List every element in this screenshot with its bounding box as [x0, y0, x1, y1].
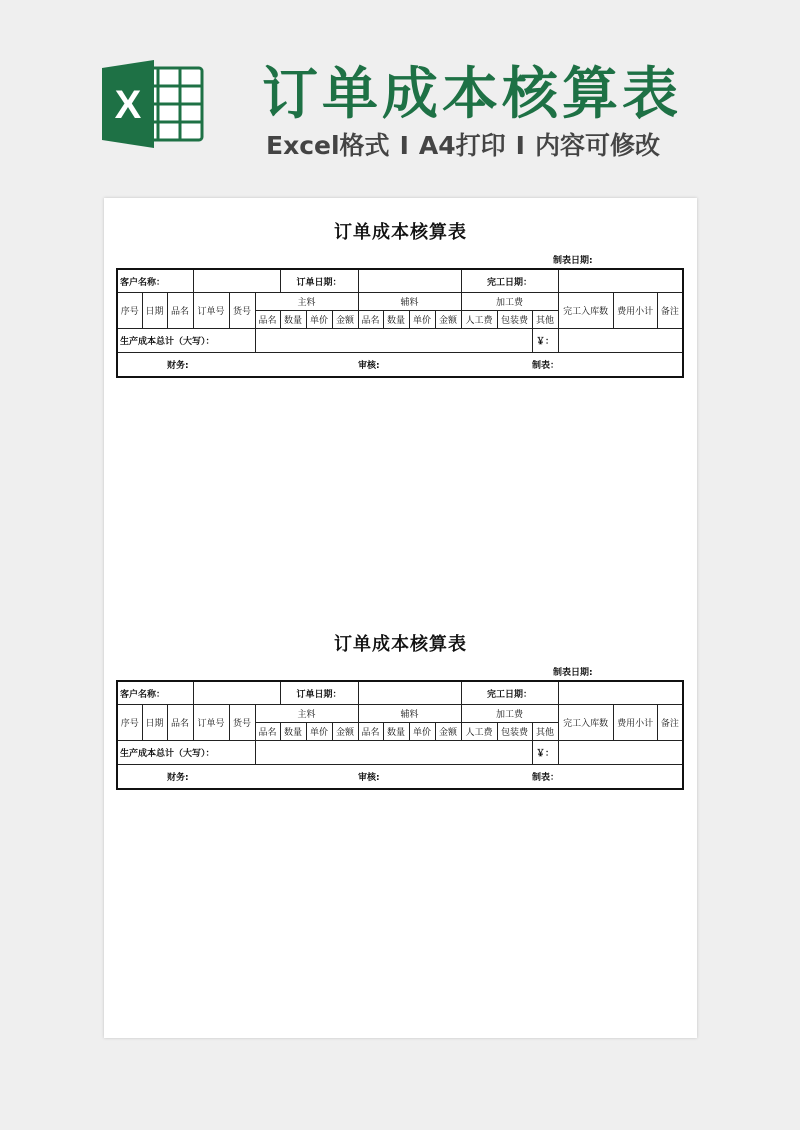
customer-input[interactable] — [193, 681, 280, 705]
col-aux-qty: 数量 — [383, 311, 409, 329]
subtitle-separator: I — [399, 131, 409, 160]
col-main-price: 单价 — [306, 311, 332, 329]
col-labor: 人工费 — [461, 311, 497, 329]
order-date-label: 订单日期： — [280, 681, 358, 705]
col-subtotal: 费用小计 — [613, 293, 657, 329]
col-main-name: 品名 — [255, 723, 280, 741]
page-title: 订单成本核算表 — [262, 62, 682, 127]
col-name: 品名 — [167, 293, 193, 329]
cost-table — [116, 268, 684, 378]
finance-label: 财务: — [167, 765, 255, 790]
col-aux-name: 品名 — [358, 311, 383, 329]
col-packing: 包装费 — [497, 311, 532, 329]
col-other: 其他 — [532, 723, 558, 741]
yen-label: ￥： — [532, 329, 558, 353]
finance-label: 财务: — [167, 353, 255, 378]
col-finished: 完工入库数 — [558, 293, 613, 329]
col-main-amount: 金额 — [332, 311, 358, 329]
document-page — [104, 198, 697, 1038]
col-order-no: 订单号 — [193, 293, 229, 329]
col-seq: 序号 — [117, 705, 142, 741]
customer-label: 客户名称： — [117, 269, 193, 293]
yen-input[interactable] — [558, 329, 683, 353]
customer-label: 客户名称： — [117, 681, 193, 705]
total-input[interactable] — [255, 741, 532, 765]
col-aux-name: 品名 — [358, 723, 383, 741]
col-goods-no: 货号 — [229, 293, 255, 329]
yen-input[interactable] — [558, 741, 683, 765]
col-labor: 人工费 — [461, 723, 497, 741]
col-date: 日期 — [142, 705, 167, 741]
col-aux-material: 辅料 — [358, 705, 461, 723]
col-processing: 加工费 — [461, 705, 558, 723]
col-other: 其他 — [532, 311, 558, 329]
col-aux-price: 单价 — [409, 723, 435, 741]
total-label: 生产成本总计（大写）： — [117, 329, 255, 353]
subtitle-format: Excel格式 — [266, 131, 390, 160]
col-remark: 备注 — [657, 705, 683, 741]
cost-table — [116, 680, 684, 790]
col-main-material: 主料 — [255, 293, 358, 311]
audit-label: 审核: — [358, 353, 435, 378]
col-processing: 加工费 — [461, 293, 558, 311]
form-title: 订单成本核算表 — [334, 222, 467, 243]
banner — [0, 0, 800, 195]
subtitle-separator: I — [515, 131, 525, 160]
col-main-price: 单价 — [306, 723, 332, 741]
subtitle — [266, 126, 660, 162]
col-main-name: 品名 — [255, 311, 280, 329]
col-main-qty: 数量 — [280, 311, 306, 329]
maker-label: 制表： — [532, 353, 613, 378]
order-date-input[interactable] — [358, 681, 461, 705]
finish-date-input[interactable] — [558, 681, 683, 705]
finish-date-label: 完工日期： — [461, 681, 558, 705]
col-aux-amount: 金额 — [435, 723, 461, 741]
col-main-qty: 数量 — [280, 723, 306, 741]
col-subtotal: 费用小计 — [613, 705, 657, 741]
col-goods-no: 货号 — [229, 705, 255, 741]
col-remark: 备注 — [657, 293, 683, 329]
maker-label: 制表： — [532, 765, 613, 790]
subtitle-print: A4打印 — [418, 131, 506, 160]
order-date-label: 订单日期： — [280, 269, 358, 293]
make-date-label: 制表日期: — [553, 256, 593, 266]
total-input[interactable] — [255, 329, 532, 353]
customer-input[interactable] — [193, 269, 280, 293]
audit-label: 审核: — [358, 765, 435, 790]
col-aux-price: 单价 — [409, 311, 435, 329]
finish-date-label: 完工日期： — [461, 269, 558, 293]
order-date-input[interactable] — [358, 269, 461, 293]
col-aux-qty: 数量 — [383, 723, 409, 741]
col-order-no: 订单号 — [193, 705, 229, 741]
col-packing: 包装费 — [497, 723, 532, 741]
yen-label: ￥： — [532, 741, 558, 765]
col-aux-amount: 金额 — [435, 311, 461, 329]
excel-icon — [100, 60, 205, 148]
col-aux-material: 辅料 — [358, 293, 461, 311]
col-main-material: 主料 — [255, 705, 358, 723]
make-date-label: 制表日期: — [553, 668, 593, 678]
col-seq: 序号 — [117, 293, 142, 329]
subtitle-editable: 内容可修改 — [534, 131, 660, 160]
total-label: 生产成本总计（大写）： — [117, 741, 255, 765]
col-finished: 完工入库数 — [558, 705, 613, 741]
col-main-amount: 金额 — [332, 723, 358, 741]
col-date: 日期 — [142, 293, 167, 329]
excel-logo-letter: X — [114, 83, 142, 127]
finish-date-input[interactable] — [558, 269, 683, 293]
form-title: 订单成本核算表 — [334, 634, 467, 655]
col-name: 品名 — [167, 705, 193, 741]
